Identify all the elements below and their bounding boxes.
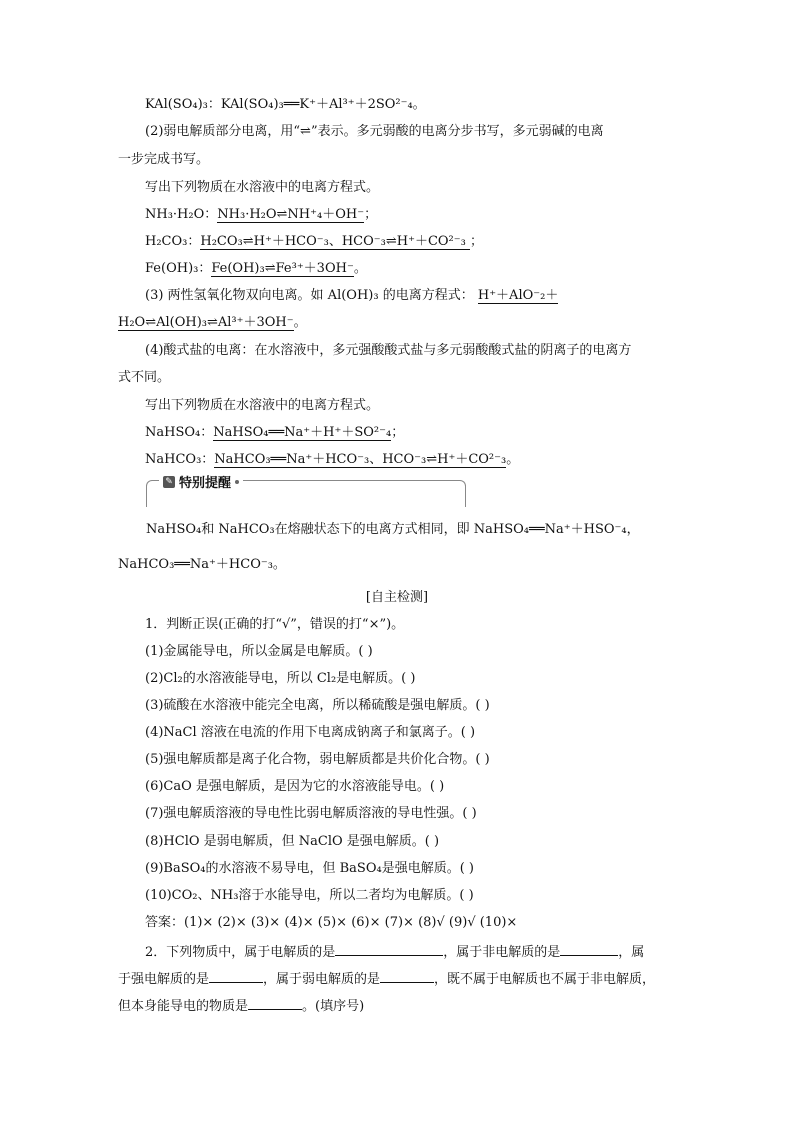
nahco3-equation: NaHCO₃：NaHCO₃══Na⁺＋HCO⁻₃、HCO⁻₃⇌H⁺＋CO²⁻₃。 (145, 452, 520, 467)
dot-icon (235, 480, 239, 484)
judge-item: (7)强电解质溶液的导电性比弱电解质溶液的导电性强。( ) (145, 806, 477, 821)
instruction-1: 写出下列物质在水溶液中的电离方程式。 (145, 180, 380, 195)
answer-blank-conductor[interactable] (248, 995, 302, 1010)
special-note-line-1: NaHSO₄和 NaHCO₃在熔融状态下的电离方式相同，即 NaHSO₄══Na⁺＋HSO⁻₄， (146, 522, 640, 537)
question-2-line-2: 于强电解质的是 ，属于弱电解质的是 ，既不属于电解质也不属于非电解质， (118, 968, 655, 990)
acid-salt-line-2: 式不同。 (118, 370, 171, 385)
answer-blank-nonelectrolyte[interactable] (560, 941, 618, 956)
special-note-title: 特别提醒 (179, 476, 232, 491)
weak-electrolyte-line-2: 一步完成书写。 (118, 152, 210, 167)
judge-item: (6)CaO 是强电解质，是因为它的水溶液能导电。( ) (145, 779, 445, 794)
special-note-header (159, 472, 243, 491)
kal-equation-line: KAl(SO₄)₃：KAl(SO₄)₃══K⁺＋Al³⁺＋2SO²⁻₄。 (145, 97, 426, 112)
instruction-2: 写出下列物质在水溶液中的电离方程式。 (145, 398, 380, 413)
nh3-equation: NH₃·H₂O：NH₃·H₂O⇌NH⁺₄＋OH⁻； (145, 207, 378, 222)
judge-item: (8)HClO 是弱电解质，但 NaClO 是强电解质。( ) (145, 834, 440, 849)
feoh3-equation: Fe(OH)₃：Fe(OH)₃⇌Fe³⁺＋3OH⁻。 (145, 261, 367, 276)
question-2-line-3: 但本身能导电的物质是 。(填序号) (118, 995, 364, 1017)
answer-blank-weak[interactable] (380, 968, 434, 983)
acid-salt-line-1: (4)酸式盐的电离：在水溶液中，多元强酸酸式盐与多元弱酸酸式盐的阴离子的电离方 (145, 343, 632, 358)
judge-item: (5)强电解质都是离子化合物，弱电解质都是共价化合物。( ) (145, 752, 490, 767)
answer-blank-electrolyte[interactable] (335, 941, 443, 956)
nahso4-equation: NaHSO₄：NaHSO₄══Na⁺＋H⁺＋SO²⁻₄； (145, 425, 405, 440)
judge-item: (2)Cl₂的水溶液能导电，所以 Cl₂是电解质。( ) (145, 671, 416, 686)
self-check-heading: [自主检测] (365, 590, 429, 605)
weak-electrolyte-line-1: (2)弱电解质部分电离，用“⇌”表示。多元弱酸的电离分步书写，多元弱碱的电离 (145, 124, 604, 139)
special-note-line-2: NaHCO₃══Na⁺＋HCO⁻₃。 (118, 557, 286, 572)
judge-item: (3)硫酸在水溶液中能完全电离，所以稀硫酸是强电解质。( ) (145, 698, 490, 713)
judge-item: (1)金属能导电，所以金属是电解质。( ) (145, 644, 373, 659)
amphoteric-line-2: H₂O⇌Al(OH)₃⇌Al³⁺＋3OH⁻。 (118, 315, 307, 330)
question-2-line-1: 2．下列物质中，属于电解质的是 ，属于非电解质的是 ，属 (145, 941, 644, 963)
judge-item: (4)NaCl 溶液在电流的作用下电离成钠离子和氯离子。( ) (145, 725, 476, 740)
answer-line: 答案：(1)× (2)× (3)× (4)× (5)× (6)× (7)× (8)√ (9)√ (10)× (145, 915, 518, 930)
answer-blank-strong[interactable] (209, 968, 263, 983)
special-note-box (146, 476, 466, 507)
question-1: 1．判断正误(正确的打“√”，错误的打“×”)。 (145, 617, 405, 632)
judge-item: (10)CO₂、NH₃溶于水能导电，所以二者均为电解质。( ) (145, 888, 474, 903)
pencil-icon: ✎ (163, 476, 175, 488)
judge-item: (9)BaSO₄的水溶液不易导电，但 BaSO₄是强电解质。( ) (145, 861, 474, 876)
h2co3-equation: H₂CO₃：H₂CO₃⇌H⁺＋HCO⁻₃、HCO⁻₃⇌H⁺＋CO²⁻₃ ； (145, 234, 483, 249)
amphoteric-line-1: (3) 两性氢氧化物双向电离。如 Al(OH)₃ 的电离方程式： H⁺＋AlO⁻₂＋ (145, 288, 559, 303)
